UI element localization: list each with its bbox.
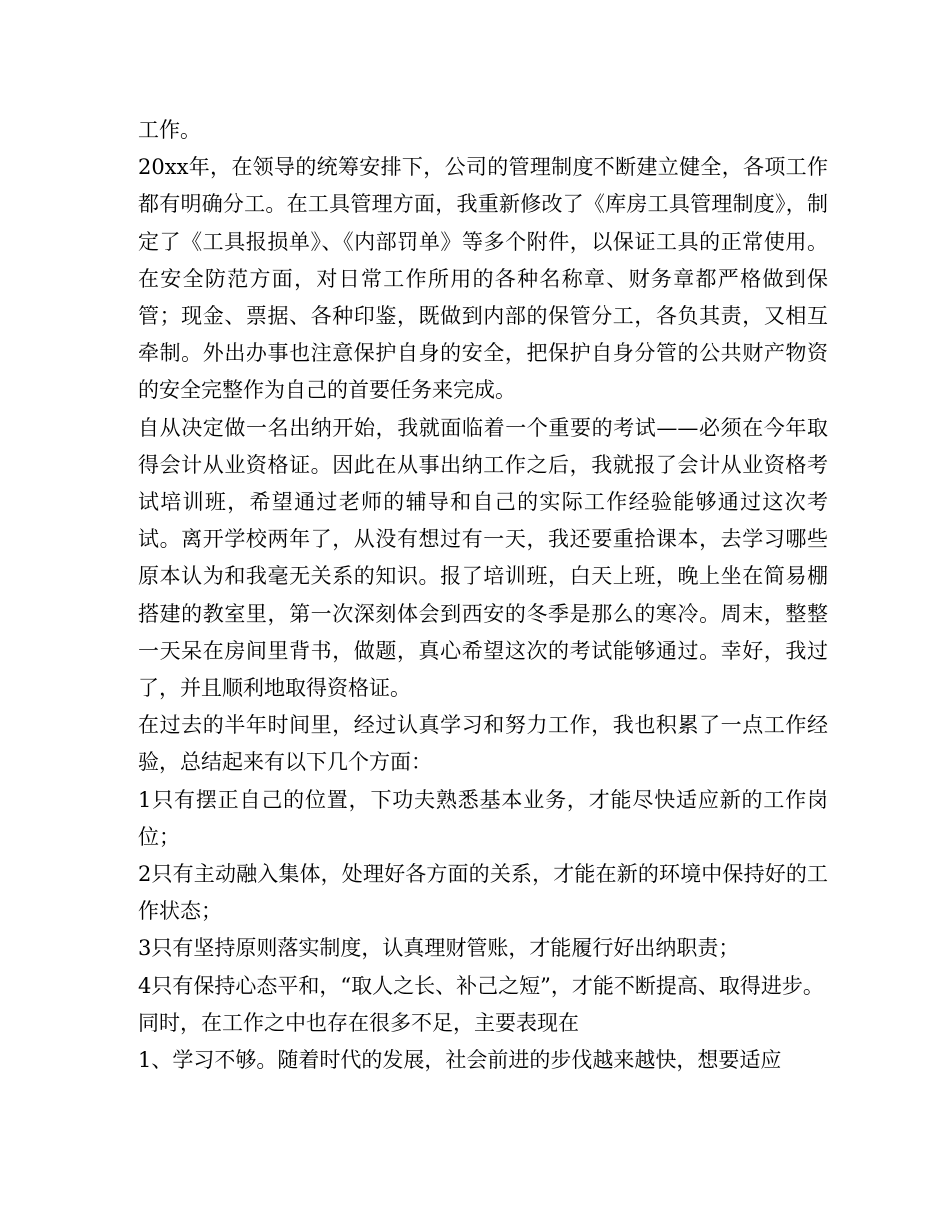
list-item-2: 2只有主动融入集体，处理好各方面的关系，才能在新的环境中保持好的工作状态； bbox=[138, 862, 828, 924]
document-page bbox=[138, 112, 828, 1079]
paragraph-experience-intro: 在过去的半年时间里，经过认真学习和努力工作，我也积累了一点工作经验，总结起来有以下几个方面： bbox=[138, 713, 828, 775]
paragraph-management-system: 20xx年，在领导的统筹安排下，公司的管理制度不断建立健全，各项工作都有明确分工。在工具管理方面，我重新修改了《库房工具管理制度》，制定了《工具报损单》、《内部罚单》等多个附件，以保证工具的正常使用。在安全防范方面，对日常工作所用的各种名称章、财务章都严格做到保管；现金、票据、各种印鉴，既做到内部的保管分工，各负其责，又相互牵制。外出办事也注意保护自身的安全，把保护自身分管的公共财产物资的安全完整作为自己的首要任务来完成。 bbox=[138, 155, 828, 403]
paragraph-accounting-exam: 自从决定做一名出纳开始，我就面临着一个重要的考试——必须在今年取得会计从业资格证。因此在从事出纳工作之后，我就报了会计从业资格考试培训班，希望通过老师的辅导和自己的实际工作经验能够通过这次考试。离开学校两年了，从没有想过有一天，我还要重拾课本，去学习哪些原本认为和我毫无关系的知识。报了培训班，白天上班，晚上坐在简易棚搭建的教室里，第一次深刻体会到西安的冬季是那么的寒冷。周末，整整一天呆在房间里背书，做题，真心希望这次的考试能够通过。幸好，我过了，并且顺利地取得资格证。 bbox=[138, 415, 828, 701]
list-item-3: 3只有坚持原则落实制度，认真理财管账，才能履行好出纳职责； bbox=[138, 936, 740, 961]
list-item-4: 4只有保持心态平和，“取人之长、补己之短”，才能不断提高、取得进步。 bbox=[138, 973, 824, 998]
paragraph-continuation: 工作。 bbox=[138, 118, 201, 142]
list-item-1: 1只有摆正自己的位置，下功夫熟悉基本业务，才能尽快适应新的工作岗位； bbox=[138, 787, 828, 849]
paragraph-shortcoming-1: 1、学习不够。随着时代的发展，社会前进的步伐越来越快，想要适应 bbox=[138, 1048, 782, 1073]
paragraph-shortcomings-intro: 同时，在工作之中也存在很多不足，主要表现在 bbox=[138, 1010, 579, 1035]
